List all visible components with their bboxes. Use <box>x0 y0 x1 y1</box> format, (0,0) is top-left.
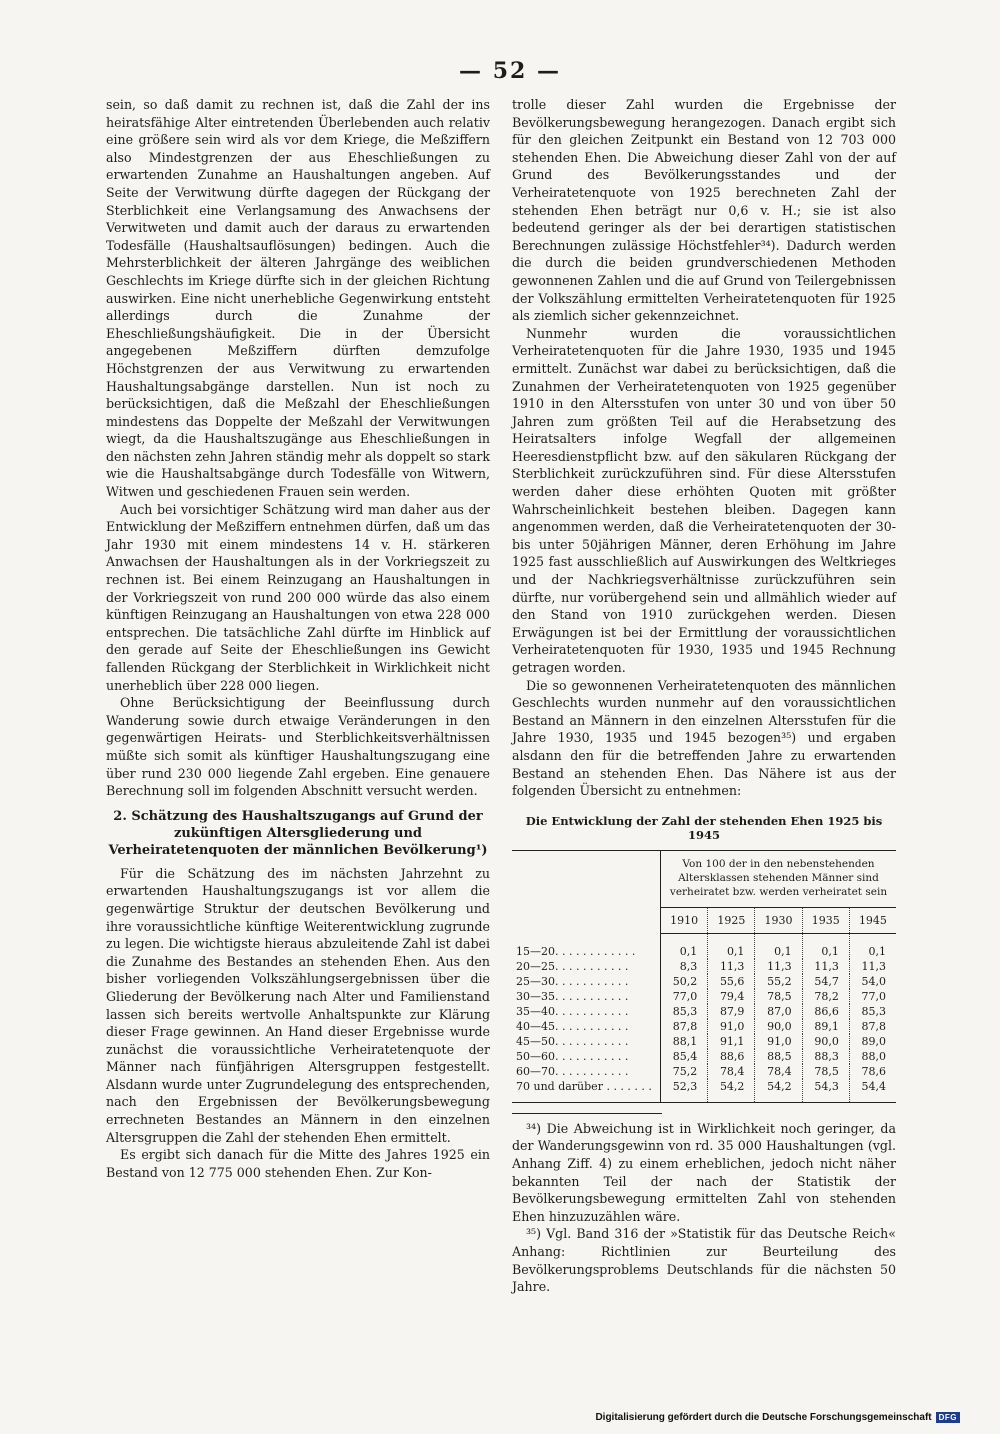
table-row <box>512 1004 896 1019</box>
table-cell: 88,1 <box>661 1034 708 1049</box>
table-row <box>512 1064 896 1079</box>
table-row <box>512 974 896 989</box>
table-cell: 0,1 <box>708 933 755 959</box>
table-cell: 78,2 <box>802 989 849 1004</box>
age-group-label: 15—20. . . . . . . . . . . . <box>512 933 661 959</box>
table-cell: 87,0 <box>755 1004 802 1019</box>
table-cell: 85,4 <box>661 1049 708 1064</box>
table-cell: 78,5 <box>755 989 802 1004</box>
table-cell: 54,3 <box>802 1079 849 1103</box>
table-cell: 0,1 <box>755 933 802 959</box>
table-row <box>512 1034 896 1049</box>
year-header: 1930 <box>755 907 802 933</box>
table-cell: 77,0 <box>861 989 886 1003</box>
table-cell: 86,6 <box>802 1004 849 1019</box>
year-header: 1935 <box>802 907 849 933</box>
table-cell: 91,0 <box>708 1019 755 1034</box>
table-cell: 85,3 <box>661 1004 708 1019</box>
table-cell: 55,2 <box>755 974 802 989</box>
table-cell: 89,1 <box>802 1019 849 1034</box>
table-cell: 0,1 <box>868 944 886 958</box>
table-row <box>512 959 896 974</box>
table-cell: 54,4 <box>861 1079 886 1093</box>
table-cell: 52,3 <box>661 1079 708 1103</box>
table-cell: 90,0 <box>802 1034 849 1049</box>
table-cell: 11,3 <box>802 959 849 974</box>
table-cell: 11,3 <box>755 959 802 974</box>
table-cell: 11,3 <box>708 959 755 974</box>
age-group-label: 20—25. . . . . . . . . . . <box>512 959 661 974</box>
table-cell: 11,3 <box>861 959 886 973</box>
section-heading: 2. Schätzung des Haushaltszugangs auf Grund der zukünftigen Altersgliederung und Verheiratetenquoten der männlichen Bevölkerung¹) <box>108 808 488 858</box>
footnote: ³⁵) Vgl. Band 316 der »Statistik für das Deutsche Reich« Anhang: Richtlinien zur Beurteilung des Bevölkerungsproblems Deutschlands für die nächsten 50 Jahre. <box>512 1226 896 1295</box>
age-group-label: 50—60. . . . . . . . . . . <box>512 1049 661 1064</box>
year-header: 1910 <box>661 907 708 933</box>
table-cell: 0,1 <box>802 933 849 959</box>
age-group-label: 35—40. . . . . . . . . . . <box>512 1004 661 1019</box>
table-cell: 87,8 <box>661 1019 708 1034</box>
table-header-span: Von 100 der in den nebenstehenden Altersklassen stehenden Männer sind verheiratet bzw. werden verheiratet sein <box>661 850 897 907</box>
table-row <box>512 1049 896 1064</box>
table-row <box>512 989 896 1004</box>
table-stub-header <box>512 850 661 933</box>
table-cell: 88,3 <box>802 1049 849 1064</box>
age-group-label: 60—70. . . . . . . . . . . <box>512 1064 661 1079</box>
table-cell: 8,3 <box>661 959 708 974</box>
table-cell: 88,0 <box>861 1049 886 1063</box>
age-group-label: 70 und darüber . . . . . . . <box>512 1079 661 1103</box>
marriage-rate-table <box>512 850 896 1103</box>
table-cell: 88,5 <box>755 1049 802 1064</box>
year-header: 1945 <box>849 907 896 933</box>
table-cell: 91,0 <box>755 1034 802 1049</box>
table-cell: 85,3 <box>861 1004 886 1018</box>
table-cell: 89,0 <box>861 1034 886 1048</box>
paragraph: Auch bei vorsichtiger Schätzung wird man daher aus der Entwicklung der Meßziffern entnehmen dürfen, daß um das Jahr 1930 mit einem mindestens 14 v. H. stärkeren Anwachsen der Haushaltungen als in der Vorkriegszeit zu rechnen ist. Bei einem Reinzugang an Haushaltungen in der Vorkriegszeit von rund 200 000 würde das also einem künftigen Reinzugang an Haushaltungen von etwa 228 000 entsprechen. Die tatsächliche Zahl dürfte im Hinblick auf den gerade auf Seite der Eheschließungen ins Gewicht fallenden Rückgang der Sterblichkeit in Wirklichkeit nicht unerheblich über 228 000 liegen. <box>106 501 490 693</box>
table-cell: 78,6 <box>861 1064 886 1078</box>
table-row <box>512 1019 896 1034</box>
table-cell: 54,0 <box>861 974 886 988</box>
table-cell: 0,1 <box>661 933 708 959</box>
footnote-rule <box>512 1113 662 1114</box>
table-cell: 91,1 <box>708 1034 755 1049</box>
table-cell: 90,0 <box>755 1019 802 1034</box>
table-cell: 54,2 <box>755 1079 802 1103</box>
dfg-logo: DFG <box>936 1412 960 1423</box>
table-cell: 50,2 <box>661 974 708 989</box>
page-number: — 52 — <box>459 58 561 84</box>
left-column <box>106 96 490 1181</box>
age-group-label: 40—45. . . . . . . . . . . <box>512 1019 661 1034</box>
table-body <box>512 933 896 1102</box>
table-row <box>512 933 896 959</box>
paragraph: Nunmehr wurden die voraussichtlichen Verheiratetenquoten für die Jahre 1930, 1935 und 1945 ermittelt. Zunächst war dabei zu berücksichtigen, daß die Zunahmen der Verheiratetenquoten von 1925 gegenüber 1910 in den Altersstufen von unter 30 und von über 50 Jahren zum größten Teil auf die Herabsetzung des Heiratsalters infolge Wegfall der allgemeinen Heeresdienstpflicht bzw. auf den säkularen Rückgang der Sterblichkeit zurückzuführen sind. Für diese Altersstufen werden daher diese erhöhten Quoten mit größter Wahrscheinlichkeit bestehen bleiben. Dagegen kann angenommen werden, daß die Verheiratetenquoten der 30- bis unter 50jährigen Männer, deren Erhöhung im Jahre 1925 fast ausschließlich auf Auswirkungen des Weltkrieges und der Nachkriegsverhältnisse zurückzuführen sein dürfte, nur vorübergehend sein und allmählich wieder auf den Stand von 1910 zurückgehen werden. Diesen Erwägungen ist bei der Ermittlung der voraussichtlichen Verheiratetenquoten für 1930, 1935 und 1945 Rechnung getragen worden. <box>512 325 896 675</box>
paragraph: Es ergibt sich danach für die Mitte des Jahres 1925 ein Bestand von 12 775 000 stehenden Ehen. Zur Kon- <box>106 1147 490 1180</box>
table-cell: 78,4 <box>755 1064 802 1079</box>
age-group-label: 45—50. . . . . . . . . . . <box>512 1034 661 1049</box>
paragraph: Die so gewonnenen Verheiratetenquoten des männlichen Geschlechts wurden nunmehr auf den voraussichtlichen Bestand an Männern in den einzelnen Altersstufen für die Jahre 1930, 1935 und 1945 bezogen³⁵) und ergaben alsdann den für die betreffenden Jahre zu erwartenden Bestand an stehenden Ehen. Das Nähere ist aus der folgenden Übersicht zu entnehmen: <box>512 677 896 799</box>
table-cell: 79,4 <box>708 989 755 1004</box>
digitization-credit <box>595 1412 960 1423</box>
paragraph: Ohne Berücksichtigung der Beeinflussung durch Wanderung sowie durch etwaige Veränderungen in den gegenwärtigen Heirats- und Sterblichkeitsverhältnissen müßte sich somit als künftiger Haushaltungszugang eine über rund 230 000 liegende Zahl ergeben. Eine genauere Berechnung soll im folgenden Abschnitt versucht werden. <box>106 695 490 799</box>
paragraph: sein, so daß damit zu rechnen ist, daß die Zahl der ins heiratsfähige Alter eintretenden Überlebenden auch relativ eine größere sein wird als vor dem Kriege, die Meßziffern also Mindestgrenzen der aus Eheschließungen zu erwartenden Zunahme an Haushaltungen angeben. Auf Seite der Verwitwung dürfte dagegen der Rückgang der Sterblichkeit eine Verlangsamung des Anwachsens der Verwitweten und damit auch der daraus zu erwartenden Todesfälle (Haushaltsauflösungen) bedingen. Auch die Mehrsterblichkeit der älteren Jahrgänge des weiblichen Geschlechts im Kriege dürfte sich in der gleichen Richtung auswirken. Eine nicht unerhebliche Gegenwirkung entsteht allerdings durch die Zunahme der Eheschließungshäufigkeit. Die in der Übersicht angegebenen Meßziffern dürften demzufolge Höchstgrenzen der aus Verwitwung zu erwartenden Haushaltungsabgänge darstellen. Nun ist noch zu berücksichtigen, daß die Meßzahl der Eheschließungen mindestens das Doppelte der Meßzahl der Verwitwungen wiegt, da die Haushaltszugänge aus Eheschließungen in den nächsten zehn Jahren ständig mehr als doppelt so stark wie die Haushaltsabgänge durch Todesfälle von Witwern, Witwen und geschiedenen Frauen sein werden. <box>106 97 490 500</box>
table-cell: 78,5 <box>802 1064 849 1079</box>
table-title: Die Entwicklung der Zahl der stehenden Ehen 1925 bis 1945 <box>525 813 883 842</box>
table-row <box>512 1079 896 1103</box>
table-cell: 78,4 <box>708 1064 755 1079</box>
table-cell: 54,7 <box>802 974 849 989</box>
table-cell: 87,8 <box>861 1019 886 1033</box>
table-cell: 55,6 <box>708 974 755 989</box>
table-cell: 75,2 <box>661 1064 708 1079</box>
table-cell: 54,2 <box>708 1079 755 1103</box>
table-cell: 88,6 <box>708 1049 755 1064</box>
paragraph: trolle dieser Zahl wurden die Ergebnisse der Bevölkerungsbewegung herangezogen. Danach ergibt sich für den gleichen Zeitpunkt ein Bestand von 12 703 000 stehenden Ehen. Die Abweichung dieser Zahl von der auf Grund des Bevölkerungsstandes und der Verheiratetenquote von 1925 berechneten Zahl der stehenden Ehen beträgt nur 0,6 v. H.; sie ist also bedeutend geringer als der bei derartigen statistischen Berechnungen zulässige Höchstfehler³⁴). Dadurch werden die durch die beiden grundverschiedenen Methoden gewonnenen Zahlen und die auf Grund von Teilergebnissen der Volkszählung ermittelten Verheiratetenquoten für 1925 als ziemlich sicher gekennzeichnet. <box>512 97 896 324</box>
year-header: 1925 <box>708 907 755 933</box>
footnote: ³⁴) Die Abweichung ist in Wirklichkeit noch geringer, da der Wanderungsgewinn von rd. 35 000 Haushaltungen (vgl. Anhang Ziff. 4) zu einem erheblichen, jedoch nicht näher bekannten Teil der nach der Statistik der Bevölkerungsbewegung ermittelten Zahl von stehenden Ehen hinzuzuzählen wäre. <box>512 1120 896 1224</box>
right-column <box>512 96 896 1296</box>
credit-text: Digitalisierung gefördert durch die Deutsche Forschungsgemeinschaft <box>595 1412 932 1423</box>
paragraph: Für die Schätzung des im nächsten Jahrzehnt zu erwartenden Haushaltungszugangs ist vor allem die gegenwärtige Struktur der deutschen Bevölkerung und ihre voraussichtliche künftige Weiterentwicklung zugrunde zu legen. Die wichtigste hieraus abzuleitende Zahl ist dabei die Zunahme des Bestandes an stehenden Ehen. Aus den bisher vorliegenden Volkszählungsergebnissen über die Gliederung der Bevölkerung nach Alter und Familienstand lassen sich bereits wertvolle Anhaltspunkte zur Klärung dieser Frage gewinnen. An Hand dieser Ergebnisse wurde zunächst die voraussichtliche Verheiratetenquote der Männer nach fünfjährigen Altersgruppen festgestellt. Alsdann wurde unter Zugrundelegung des entsprechenden, nach den Ergebnissen der Bevölkerungsbewegung errechneten Bestandes an Männern in den einzelnen Altersgruppen die Zahl der stehenden Ehen ermittelt. <box>106 865 490 1145</box>
table-cell: 87,9 <box>708 1004 755 1019</box>
age-group-label: 25—30. . . . . . . . . . . <box>512 974 661 989</box>
table-cell: 77,0 <box>661 989 708 1004</box>
age-group-label: 30—35. . . . . . . . . . . <box>512 989 661 1004</box>
